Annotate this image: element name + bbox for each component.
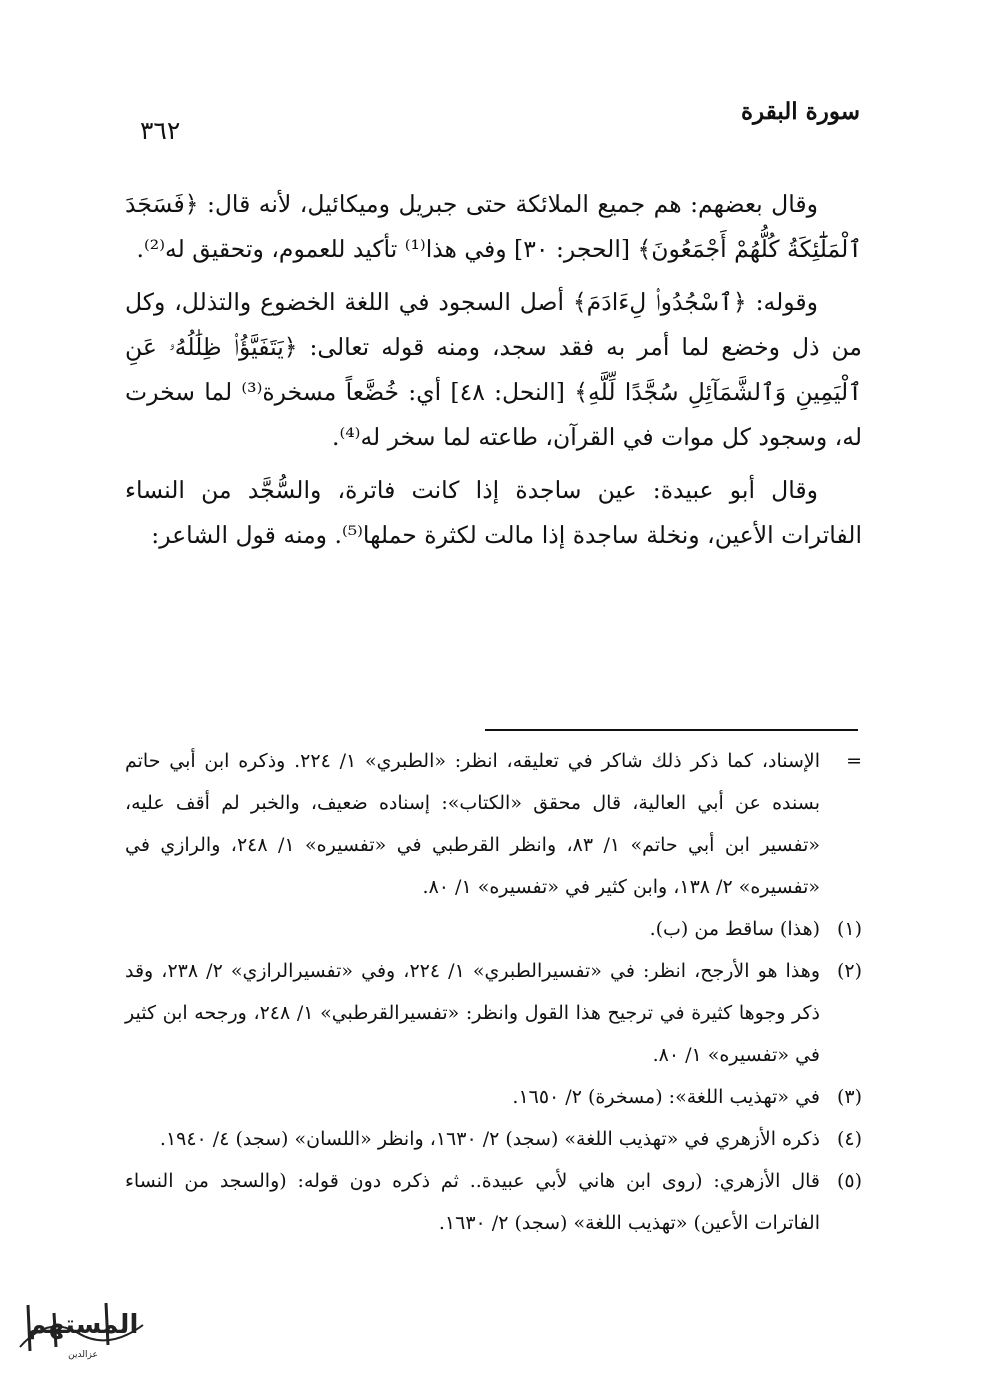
calligraphy-logo: [8, 1285, 158, 1365]
footnote-mark: (٢): [836, 960, 862, 982]
page-number: ٣٦٢: [140, 116, 181, 145]
main-text: [125, 182, 862, 566]
paragraph: وقال أبو عبيدة: عين ساجدة إذا كانت فاترة، والسُّجَّد من النساء الفاترات الأعين، ونخلة ساجدة إذا مالت لكثرة حملها⁽⁵⁾. ومنه قول الشاعر:: [125, 476, 862, 549]
page-header: [140, 98, 860, 148]
footnote: [125, 1076, 862, 1118]
footnote: [125, 1160, 862, 1244]
logo-subtext: عزالدين: [68, 1350, 98, 1360]
footnote-text: الإسناد، كما ذكر ذلك شاكر في تعليقه، انظر: «الطبري» ١/ ٢٢٤. وذكره ابن أبي حاتم بسنده عن أبي العالية، قال محقق «الكتاب»: إسناده ضعيف، والخبر لم أقف عليه، «تفسير ابن أبي حاتم» ١/ ٨٣، وانظر القرطبي في «تفسيره» ١/ ٢٤٨، والرازي في «تفسيره» ٢/ ١٣٨، وابن كثير في «تفسيره» ١/ ٨٠.: [125, 750, 821, 898]
footnote: [125, 908, 862, 950]
footnotes: [125, 740, 862, 1244]
footnote-text: ذكره الأزهري في «تهذيب اللغة» (سجد) ٢/ ١٦٣٠، وانظر «اللسان» (سجد) ٤/ ١٩٤٠.: [159, 1128, 820, 1150]
footnote: [125, 740, 862, 908]
footnote-divider: [485, 729, 858, 731]
footnote-mark: (٤): [836, 1128, 862, 1150]
paragraph: وقوله: ﴿ٱسْجُدُوا۟ لِءَادَمَ﴾ أصل السجود في اللغة الخضوع والتذلل، وكل من ذل وخضع لما أمر به فقد سجد، ومنه قوله تعالى: ﴿يَتَفَيَّؤُا۟ ظِلَٰلُهُۥ عَنِ ٱلْيَمِينِ وَٱلشَّمَآئِلِ سُجَّدًا لِّلَّهِ﴾ [النحل: ٤٨] أي: خُضَّعاً مسخرة⁽³⁾ لما سخرت له، وسجود كل موات في القرآن، طاعته لما سخر له⁽⁴⁾.: [125, 288, 862, 451]
footnote-text: قال الأزهري: (روى ابن هاني لأبي عبيدة.. ثم ذكره دون قوله: (والسجد من النساء الفاترات الأعين) «تهذيب اللغة» (سجد) ٢/ ١٦٣٠.: [125, 1170, 820, 1234]
footnote-mark: (٥): [836, 1170, 862, 1192]
footnote: [125, 1118, 862, 1160]
logo-text: المستهم: [27, 1310, 139, 1340]
footnote-text: وهذا هو الأرجح، انظر: في «تفسيرالطبري» ١/ ٢٢٤، وفي «تفسيرالرازي» ٢/ ٢٣٨، وقد ذكر وجوها كثيرة في ترجيح هذا القول وانظر: «تفسيرالقرطبي» ١/ ٢٤٨، ورجحه ابن كثير في «تفسيره» ١/ ٨٠.: [125, 960, 820, 1066]
footnote-mark: =: [846, 750, 862, 772]
footnote: [125, 950, 862, 1076]
footnote-mark: (٣): [836, 1086, 862, 1108]
footnote-text: (هذا) ساقط من (ب).: [649, 918, 820, 940]
footnote-text: في «تهذيب اللغة»: (مسخرة) ٢/ ١٦٥٠.: [512, 1086, 820, 1108]
footnote-mark: (١): [836, 918, 862, 940]
paragraph: وقال بعضهم: هم جميع الملائكة حتى جبريل وميكائيل، لأنه قال: ﴿فَسَجَدَ ٱلْمَلَٰٓئِكَةُ كُلُّهُمْ أَجْمَعُونَ﴾ [الحجر: ٣٠] وفي هذا⁽¹⁾ تأكيد للعموم، وتحقيق له⁽²⁾.: [125, 190, 862, 263]
surah-title: سورة البقرة: [740, 98, 860, 125]
